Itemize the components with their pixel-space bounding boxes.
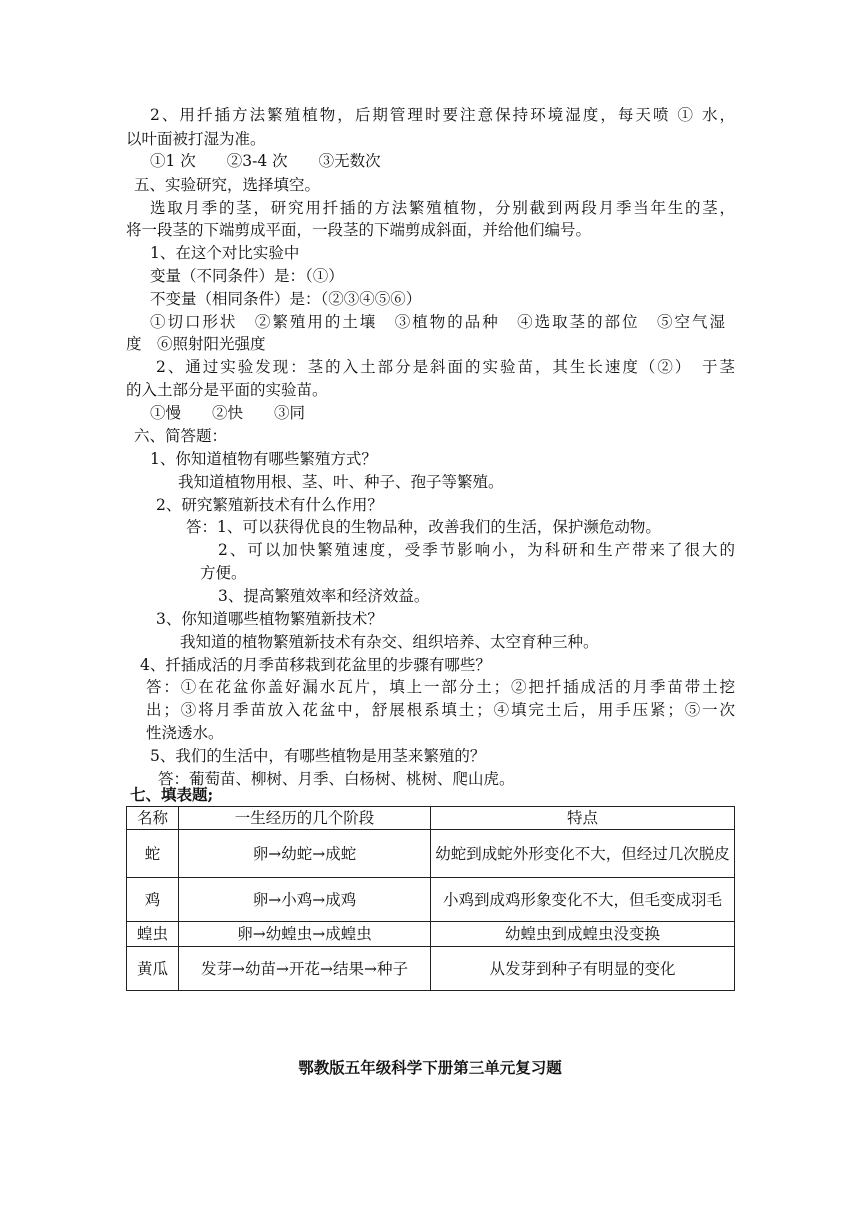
text-line: 我知道植物用根、茎、叶、种子、孢子等繁殖。 — [178, 473, 504, 491]
text-line: 我知道的植物繁殖新技术有杂交、组织培养、太空育种三种。 — [180, 633, 599, 651]
text-line: 1、你知道植物有哪些繁殖方式？ — [150, 450, 377, 468]
text-line: 3、你知道哪些植物繁殖新技术？ — [156, 610, 383, 628]
text-line: 不变量（相同条件）是：（②③④⑤⑥） — [150, 290, 422, 308]
table-cell: 幼蛇到成蛇外形变化不大，但经过几次脱皮 — [431, 830, 735, 878]
table-cell: 鸡 — [127, 878, 179, 922]
table-header: 特点 — [431, 807, 735, 830]
text-line: 2、通过实验发现：茎的入土部分是斜面的实验苗，其生长速度（②） 于茎 — [156, 358, 735, 376]
text-line: 2、可以加快繁殖速度，受季节影响小，为科研和生产带来了很大的 — [218, 541, 735, 559]
text-line: 度 ⑥照射阳光强度 — [126, 335, 266, 353]
text-line: 选取月季的茎，研究用扦插的方法繁殖植物，分别截到两段月季当年生的茎， — [150, 199, 735, 217]
text-line: 方便。 — [200, 564, 247, 582]
text-line: 变量（不同条件）是：（①） — [150, 267, 344, 285]
text-line: 3、提高繁殖效率和经济效益。 — [218, 587, 430, 605]
text-line: 答：葡萄苗、柳树、月季、白杨树、桃树、爬山虎。 — [158, 770, 515, 788]
text-line: 出；③将月季苗放入花盆中，舒展根系填土；④填完土后，用手压紧；⑤一次 — [146, 701, 735, 719]
text-line: 2、用扦插方法繁殖植物，后期管理时要注意保持环境湿度，每天喷 ① 水， — [150, 106, 735, 124]
life-cycle-table — [126, 806, 735, 991]
table-cell: 蝗虫 — [127, 922, 179, 947]
table-cell: 黄瓜 — [127, 947, 179, 991]
text-line: 的入土部分是平面的实验苗。 — [126, 381, 328, 399]
text-line: 1、在这个对比实验中 — [150, 244, 300, 262]
text-line: 答：1、可以获得优良的生物品种，改善我们的生活，保护濒危动物。 — [186, 518, 661, 536]
table-header: 一生经历的几个阶段 — [179, 807, 431, 830]
text-line: 2、研究繁殖新技术有什么作用？ — [156, 496, 383, 514]
table-row — [127, 947, 735, 991]
table-row — [127, 922, 735, 947]
section-heading: 五、实验研究，选择填空。 — [134, 176, 321, 194]
text-line: ①切口形状 ②繁殖用的土壤 ③植物的品种 ④选取茎的部位 ⑤空气湿 — [150, 313, 725, 331]
table-header: 名称 — [127, 807, 179, 830]
section-heading: 六、简答题： — [134, 427, 228, 445]
text-line: 答：①在花盆你盖好漏水瓦片，填上一部分土；②把扦插成活的月季苗带土挖 — [146, 678, 735, 696]
text-line: 5、我们的生活中，有哪些植物是用茎来繁殖的？ — [150, 747, 486, 765]
table-row — [127, 878, 735, 922]
table-row — [127, 830, 735, 878]
text-line: ①1 次 ②3-4 次 ③无数次 — [150, 152, 381, 170]
table-cell: 发芽→幼苗→开花→结果→种子 — [179, 947, 431, 991]
text-line: 4、扦插成活的月季苗移栽到花盆里的步骤有哪些？ — [140, 656, 491, 674]
table-cell: 蛇 — [127, 830, 179, 878]
text-line: 性浇透水。 — [146, 724, 224, 742]
page-footer-title: 鄂教版五年级科学下册第三单元复习题 — [298, 1058, 562, 1077]
text-line: 以叶面被打湿为准。 — [126, 130, 266, 148]
table-cell: 卵→幼蛇→成蛇 — [179, 830, 431, 878]
table-cell: 幼蝗虫到成蝗虫没变换 — [431, 922, 735, 947]
table-header-row — [127, 807, 735, 830]
text-line: ①慢 ②快 ③同 — [150, 404, 306, 422]
table-cell: 小鸡到成鸡形象变化不大，但毛变成羽毛 — [431, 878, 735, 922]
table-cell: 卵→幼蝗虫→成蝗虫 — [179, 922, 431, 947]
text-line: 将一段茎的下端剪成平面，一段茎的下端剪成斜面，并给他们编号。 — [126, 221, 592, 239]
table-cell: 从发芽到种子有明显的变化 — [431, 947, 735, 991]
section-heading: 七、填表题; — [130, 785, 214, 804]
table-cell: 卵→小鸡→成鸡 — [179, 878, 431, 922]
